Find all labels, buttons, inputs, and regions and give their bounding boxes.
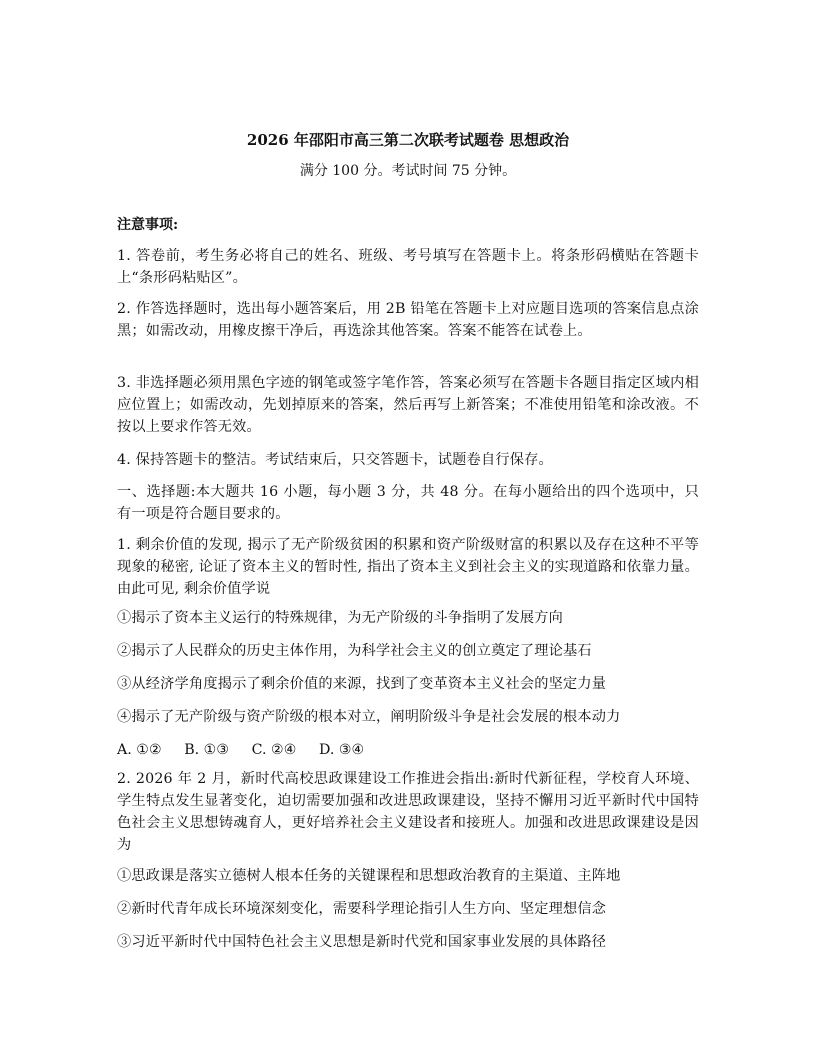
notice-heading: 注意事项: bbox=[117, 217, 179, 233]
option-b: B. ①③ bbox=[184, 742, 230, 758]
question-statement: ①思政课是落实立德树人根本任务的关键课程和思想政治教育的主渠道、主阵地 bbox=[117, 868, 621, 884]
answer-options bbox=[117, 739, 382, 761]
exam-page bbox=[117, 0, 699, 1056]
option-a: A. ①② bbox=[117, 742, 162, 758]
exam-subtitle: 满分 100 分。考试时间 75 分钟。 bbox=[299, 163, 517, 179]
notice-item: 4. 保持答题卡的整洁。考试结束后，只交答题卡，试题卷自行保存。 bbox=[117, 452, 553, 468]
question-stem: 1. 剩余价值的发现, 揭示了无产阶级贫困的积累和资产阶级财富的积累以及存在这种不平等现象的秘密, 论证了资本主义的暂时性, 指出了资本主义到社会主义的实现道路和依靠力量。由此可见, 剩余价值学说 bbox=[117, 537, 699, 597]
question-statement: ②新时代青年成长环境深刻变化，需要科学理论指引人生方向、坚定理想信念 bbox=[117, 901, 607, 917]
notice-item: 1. 答卷前，考生务必将自己的姓名、班级、考号填写在答题卡上。将条形码横贴在答题卡上“条形码粘贴区”。 bbox=[117, 248, 699, 286]
notice-item: 2. 作答选择题时，选出每小题答案后，用 2B 铅笔在答题卡上对应题目选项的答案信息点涂黑；如需改动，用橡皮擦干净后，再选涂其他答案。答案不能答在试卷上。 bbox=[117, 301, 699, 339]
notice-item: 3. 非选择题必须用黑色字迹的钢笔或签字笔作答，答案必须写在答题卡各题目指定区域内相应位置上；如需改动，先划掉原来的答案，然后再写上新答案；不准使用铅笔和涂改液。不按以上要求作答无效。 bbox=[117, 375, 699, 435]
option-c: C. ②④ bbox=[251, 742, 297, 758]
question-statement: ①揭示了资本主义运行的特殊规律，为无产阶级的斗争指明了发展方向 bbox=[117, 610, 564, 626]
question-statement: ④揭示了无产阶级与资产阶级的根本对立，阐明阶级斗争是社会发展的根本动力 bbox=[117, 709, 621, 725]
option-d: D. ③④ bbox=[318, 742, 365, 758]
question-stem: 2. 2026 年 2 月，新时代高校思政课建设工作推进会指出:新时代新征程，学校育人环境、学生特点发生显著变化，迫切需要加强和改进思政课建设，坚持不懈用习近平新时代中国特色社会主义思想铸魂育人，更好培养社会主义建设者和接班人。加强和改进思政课建设是因为 bbox=[117, 771, 699, 853]
question-statement: ③习近平新时代中国特色社会主义思想是新时代党和国家事业发展的具体路径 bbox=[117, 934, 607, 950]
page-title: 2026 年邵阳市高三第二次联考试题卷 思想政治 bbox=[246, 131, 570, 149]
question-statement: ②揭示了人民群众的历史主体作用，为科学社会主义的创立奠定了理论基石 bbox=[117, 643, 592, 659]
question-statement: ③从经济学角度揭示了剩余价值的来源，找到了变革资本主义社会的坚定力量 bbox=[117, 676, 607, 692]
section-intro: 一、选择题:本大题共 16 小题，每小题 3 分，共 48 分。在每小题给出的四个选项中，只有一项是符合题目要求的。 bbox=[117, 484, 699, 522]
